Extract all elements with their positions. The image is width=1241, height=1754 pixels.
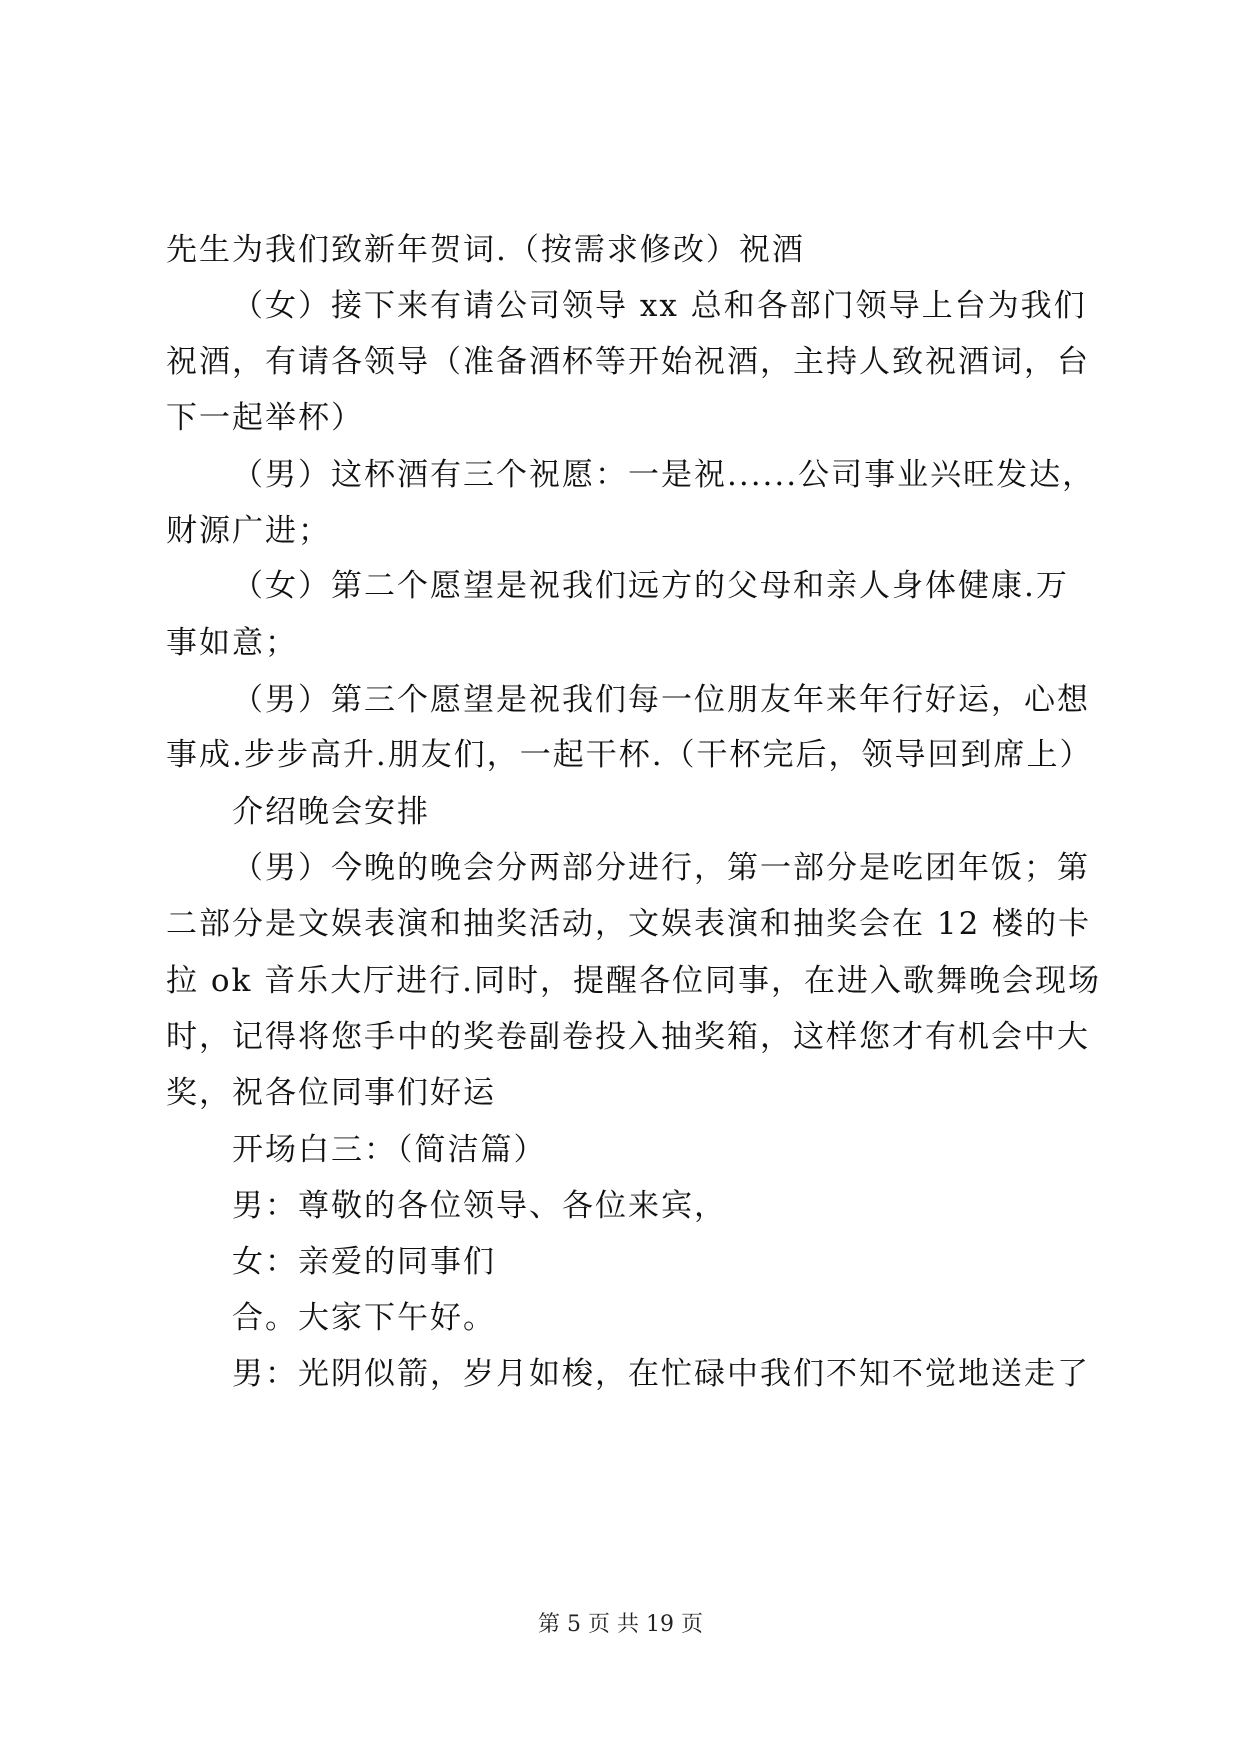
text-line: 先生为我们致新年贺词.（按需求修改）祝酒 [166, 232, 805, 268]
text-line: 财源广进； [166, 513, 331, 549]
text-line: 男：光阴似箭，岁月如梭，在忙碌中我们不知不觉地送走了 [232, 1356, 1090, 1392]
text-line: 介绍晚会安排 [232, 794, 430, 830]
text-line: （男）这杯酒有三个祝愿：一是祝......公司事业兴旺发达， [232, 457, 1096, 493]
text-line: 祝酒，有请各领导（准备酒杯等开始祝酒，主持人致祝酒词，台 [166, 344, 1090, 380]
text-line: 下一起举杯） [166, 400, 364, 436]
text-line: 奖，祝各位同事们好运 [166, 1075, 496, 1111]
text-line: 事如意； [166, 625, 298, 661]
page-footer: 第 5 页 共 19 页 [538, 1612, 703, 1637]
text-line: 时，记得将您手中的奖卷副卷投入抽奖箱，这样您才有机会中大 [166, 1019, 1090, 1055]
text-line: 女：亲爱的同事们 [232, 1244, 496, 1280]
text-line: 拉 ok 音乐大厅进行.同时，提醒各位同事，在进入歌舞晚会现场 [166, 963, 1102, 999]
text-line: 事成.步步高升.朋友们，一起干杯.（干杯完后，领导回到席上） [166, 737, 1093, 773]
text-line: （男）第三个愿望是祝我们每一位朋友年来年行好运，心想 [232, 682, 1090, 718]
text-line: （女）第二个愿望是祝我们远方的父母和亲人身体健康.万 [232, 568, 1069, 604]
text-line: 二部分是文娱表演和抽奖活动，文娱表演和抽奖会在 12 楼的卡 [166, 906, 1092, 942]
text-line: （男）今晚的晚会分两部分进行，第一部分是吃团年饭；第 [232, 850, 1090, 886]
text-line: 合。大家下午好。 [232, 1300, 496, 1336]
text-line: 开场白三：（简洁篇） [232, 1132, 547, 1168]
text-line: 男：尊敬的各位领导、各位来宾， [232, 1188, 727, 1224]
text-line: （女）接下来有请公司领导 xx 总和各部门领导上台为我们 [232, 288, 1087, 324]
